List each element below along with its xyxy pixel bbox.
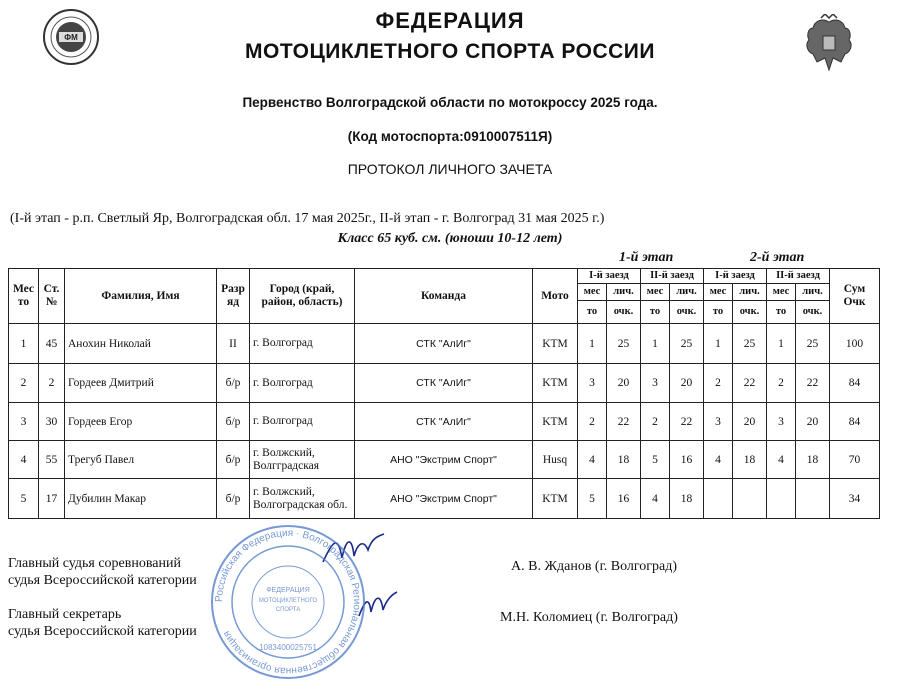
header-place-sub: мес — [767, 284, 796, 301]
cell-city: г. Волжский, Волгоградская обл. — [250, 479, 355, 519]
secretary-name: М.Н. Коломиец (г. Волгоград) — [500, 610, 678, 625]
header-total: Сум Очк — [830, 269, 880, 324]
cell-rank: б/р — [217, 479, 250, 519]
header-pers-sub: лич. — [796, 284, 830, 301]
cell-num: 55 — [39, 441, 65, 479]
cell-total: 70 — [830, 441, 880, 479]
header-name: Фамилия, Имя — [65, 269, 217, 324]
cell-s2r1p: 4 — [704, 441, 733, 479]
cell-s1r2p: 4 — [641, 479, 670, 519]
svg-text:1083400025751: 1083400025751 — [259, 643, 317, 652]
cell-s2r2s: 20 — [796, 403, 830, 441]
cell-s1r1s: 18 — [607, 441, 641, 479]
header-place-sub: мес — [704, 284, 733, 301]
cell-s1r2p: 1 — [641, 324, 670, 364]
cell-team: СТК "АлИг" — [355, 403, 533, 441]
cell-s1r2p: 5 — [641, 441, 670, 479]
cell-name: Гордеев Дмитрий — [65, 364, 217, 403]
cell-total: 84 — [830, 403, 880, 441]
cell-rank: II — [217, 324, 250, 364]
cell-s1r2s: 25 — [670, 324, 704, 364]
cell-s1r1p: 5 — [578, 479, 607, 519]
cell-place: 3 — [9, 403, 39, 441]
cell-s2r1p: 3 — [704, 403, 733, 441]
official-stamp — [208, 522, 368, 682]
cell-total: 84 — [830, 364, 880, 403]
table-row — [9, 324, 880, 364]
svg-text:ФЕДЕРАЦИЯ: ФЕДЕРАЦИЯ — [266, 587, 310, 594]
cell-s1r1s: 16 — [607, 479, 641, 519]
table-row — [9, 364, 880, 403]
cell-s2r1p: 2 — [704, 364, 733, 403]
svg-text:СПОРТА: СПОРТА — [275, 607, 301, 613]
cell-team: СТК "АлИг" — [355, 364, 533, 403]
cell-city: г. Волгоград — [250, 403, 355, 441]
svg-text:МОТОЦИКЛЕТНОГО: МОТОЦИКЛЕТНОГО — [258, 598, 318, 604]
cell-s1r2p: 2 — [641, 403, 670, 441]
header-moto: Мото — [533, 269, 578, 324]
cell-rank: б/р — [217, 441, 250, 479]
header-points-sub: очк. — [607, 301, 641, 324]
cell-s2r1p: 1 — [704, 324, 733, 364]
cell-rank: б/р — [217, 364, 250, 403]
cell-num: 2 — [39, 364, 65, 403]
secretary-title — [8, 606, 197, 640]
cell-moto: Husq — [533, 441, 578, 479]
header-points-sub: очк. — [796, 301, 830, 324]
header-s2-race1: I-й заезд — [704, 269, 767, 284]
cell-num: 30 — [39, 403, 65, 441]
cell-num: 45 — [39, 324, 65, 364]
cell-moto: KTM — [533, 479, 578, 519]
cell-s2r2p: 3 — [767, 403, 796, 441]
cell-s2r1s — [733, 479, 767, 519]
header-place-sub2: то — [767, 301, 796, 324]
cell-s1r1p: 1 — [578, 324, 607, 364]
event-title: Первенство Волгоградской области по мотокроссу 2025 года. — [242, 95, 658, 110]
cell-s1r2s: 18 — [670, 479, 704, 519]
header-place-sub: мес — [578, 284, 607, 301]
header-place-sub: мес — [641, 284, 670, 301]
class-title: Класс 65 куб. см. (юноши 10-12 лет) — [337, 231, 563, 246]
cell-team: АНО "Экстрим Спорт" — [355, 479, 533, 519]
cell-s2r2p: 4 — [767, 441, 796, 479]
header-number: Ст. № — [39, 269, 65, 324]
table-row — [9, 403, 880, 441]
cell-place: 2 — [9, 364, 39, 403]
judge-title — [8, 555, 197, 589]
cell-s2r2s: 22 — [796, 364, 830, 403]
results-table — [8, 268, 880, 519]
cell-s2r2p: 2 — [767, 364, 796, 403]
cell-name: Анохин Николай — [65, 324, 217, 364]
cell-s2r2p: 1 — [767, 324, 796, 364]
cell-s1r2s: 22 — [670, 403, 704, 441]
cell-s1r2s: 20 — [670, 364, 704, 403]
cell-s1r1s: 25 — [607, 324, 641, 364]
header-place-sub2: то — [578, 301, 607, 324]
table-row — [9, 441, 880, 479]
cell-team: АНО "Экстрим Спорт" — [355, 441, 533, 479]
cell-place: 1 — [9, 324, 39, 364]
judge-title-line2: судья Всероссийской категории — [8, 573, 197, 588]
cell-s2r1p — [704, 479, 733, 519]
cell-team: СТК "АлИг" — [355, 324, 533, 364]
cell-name: Трегуб Павел — [65, 441, 217, 479]
cell-s1r1s: 20 — [607, 364, 641, 403]
results-rows — [9, 324, 880, 519]
cell-s1r1p: 2 — [578, 403, 607, 441]
cell-s2r2s — [796, 479, 830, 519]
event-code: (Код мотоспорта:0910007511Я) — [347, 129, 553, 144]
federation-subtitle: МОТОЦИКЛЕТНОГО СПОРТА РОССИИ — [245, 40, 655, 63]
cell-s1r1s: 22 — [607, 403, 641, 441]
protocol-title: ПРОТОКОЛ ЛИЧНОГО ЗАЧЕТА — [347, 161, 553, 177]
header-points-sub: очк. — [670, 301, 704, 324]
federation-title: ФЕДЕРАЦИЯ — [375, 8, 525, 33]
cell-s1r2p: 3 — [641, 364, 670, 403]
header-place-sub2: то — [704, 301, 733, 324]
cell-s2r1s: 25 — [733, 324, 767, 364]
header-pers-sub: лич. — [670, 284, 704, 301]
cell-place: 5 — [9, 479, 39, 519]
cell-s2r1s: 22 — [733, 364, 767, 403]
cell-city: г. Волгоград — [250, 364, 355, 403]
stages-info: (I-й этап - р.п. Светлый Яр, Волгоградская обл. 17 мая 2025г., II-й этап - г. Волгоград 31 мая 2025 г.) — [10, 211, 605, 226]
cell-name: Дубилин Макар — [65, 479, 217, 519]
cell-s1r2s: 16 — [670, 441, 704, 479]
header-city: Город (край, район, область) — [250, 269, 355, 324]
judge-name: А. В. Жданов (г. Волгоград) — [511, 559, 678, 574]
cell-rank: б/р — [217, 403, 250, 441]
cell-city: г. Волгоград — [250, 324, 355, 364]
cell-s1r1p: 3 — [578, 364, 607, 403]
header-s2-race2: II-й заезд — [767, 269, 830, 284]
header-rank: Разр яд — [217, 269, 250, 324]
secretary-title-line1: Главный секретарь — [8, 607, 122, 622]
cell-s2r1s: 20 — [733, 403, 767, 441]
cell-moto: KTM — [533, 403, 578, 441]
cell-num: 17 — [39, 479, 65, 519]
table-row — [9, 479, 880, 519]
header-points-sub: очк. — [733, 301, 767, 324]
header-s1-race1: I-й заезд — [578, 269, 641, 284]
cell-moto: KTM — [533, 324, 578, 364]
header-pers-sub: лич. — [607, 284, 641, 301]
cell-s2r2p — [767, 479, 796, 519]
svg-text:Российская Федерация · Волгогр: Российская Федерация · Волгоградская Региональная общественная организация — [213, 527, 363, 677]
header-s1-race2: II-й заезд — [641, 269, 704, 284]
header-place: Мес то — [9, 269, 39, 324]
svg-text:ФМ: ФМ — [64, 33, 78, 42]
header-team: Команда — [355, 269, 533, 324]
cell-s1r1p: 4 — [578, 441, 607, 479]
cell-moto: KTM — [533, 364, 578, 403]
cell-name: Гордеев Егор — [65, 403, 217, 441]
secretary-title-line2: судья Всероссийской категории — [8, 624, 197, 639]
header-pers-sub: лич. — [733, 284, 767, 301]
cell-city: г. Волжский, Волгградская — [250, 441, 355, 479]
cell-s2r2s: 25 — [796, 324, 830, 364]
stage2-label: 2-й этап — [750, 250, 805, 265]
cell-total: 34 — [830, 479, 880, 519]
stage1-label: 1-й этап — [619, 250, 674, 265]
cell-total: 100 — [830, 324, 880, 364]
judge-title-line1: Главный судья соревнований — [8, 556, 181, 571]
header-place-sub2: то — [641, 301, 670, 324]
cell-place: 4 — [9, 441, 39, 479]
cell-s2r2s: 18 — [796, 441, 830, 479]
cell-s2r1s: 18 — [733, 441, 767, 479]
